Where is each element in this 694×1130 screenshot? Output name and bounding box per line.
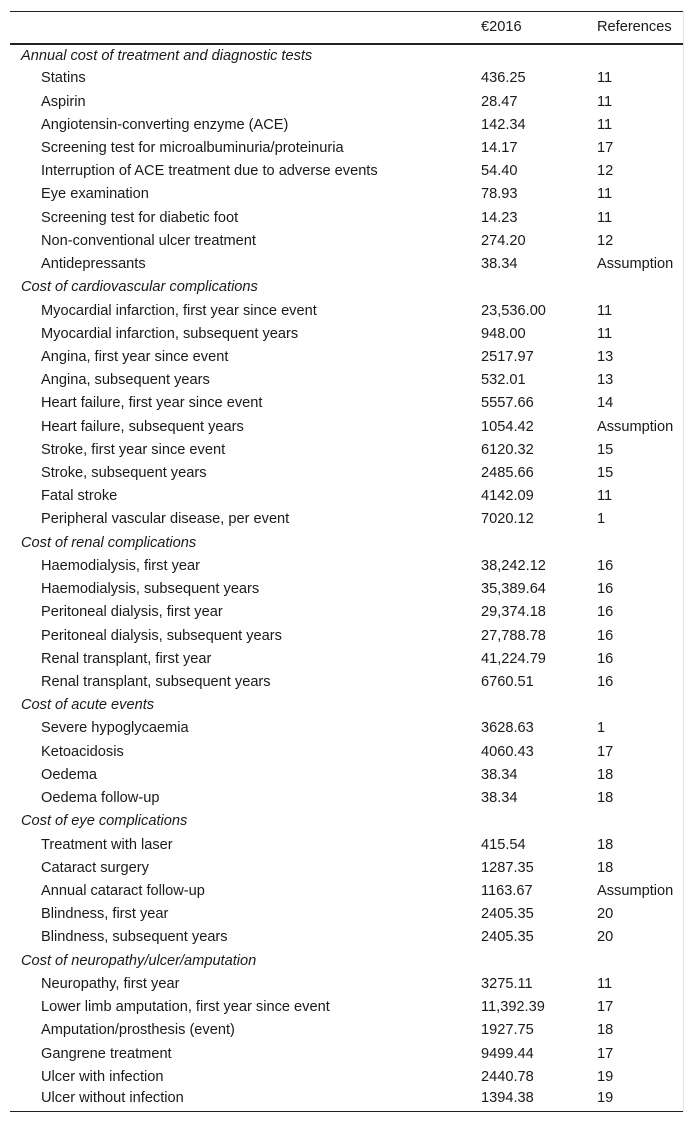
- table-row: [10, 461, 683, 484]
- item-reference: 18: [597, 859, 614, 876]
- table-row: [10, 299, 683, 322]
- table-row: [10, 113, 683, 136]
- item-cost: 948.00: [481, 325, 526, 342]
- item-label: Statins: [41, 70, 86, 87]
- item-label: Amputation/prosthesis (event): [41, 1022, 235, 1039]
- cost-table: [10, 11, 683, 1112]
- section-title: Cost of neuropathy/ulcer/amputation: [21, 952, 257, 969]
- item-cost: 415.54: [481, 836, 526, 853]
- item-label: Myocardial infarction, subsequent years: [41, 325, 299, 342]
- item-label: Angina, first year since event: [41, 348, 229, 365]
- header-references: References: [597, 19, 672, 36]
- table-row: [10, 833, 683, 856]
- item-reference: 20: [597, 906, 614, 923]
- item-reference: 11: [597, 70, 613, 87]
- item-cost: 4060.43: [481, 743, 534, 760]
- item-cost: 23,536.00: [481, 302, 546, 319]
- table-row: [10, 229, 683, 252]
- header-cost: €2016: [481, 19, 522, 36]
- item-label: Peritoneal dialysis, subsequent years: [41, 627, 282, 644]
- table-row: [10, 670, 683, 693]
- table-row: [10, 136, 683, 159]
- table-row: [10, 856, 683, 879]
- item-cost: 2485.66: [481, 465, 534, 482]
- item-label: Fatal stroke: [41, 488, 118, 505]
- item-reference: 17: [597, 743, 614, 760]
- table-row: [10, 1042, 683, 1065]
- cost-table-container: [10, 11, 684, 1112]
- item-reference: 12: [597, 232, 614, 249]
- item-reference: 11: [597, 116, 613, 133]
- item-reference: 19: [597, 1088, 683, 1111]
- item-cost: 29,374.18: [481, 604, 546, 621]
- table-row: [10, 647, 683, 670]
- table-row: [10, 369, 683, 392]
- section-row: [10, 810, 683, 833]
- item-cost: 2440.78: [481, 1068, 534, 1085]
- item-cost: 14.17: [481, 139, 518, 156]
- item-cost: 11,392.39: [481, 999, 545, 1016]
- item-label: Ketoacidosis: [41, 743, 124, 760]
- item-reference: 18: [597, 1022, 614, 1039]
- item-reference: 1: [597, 720, 606, 737]
- section-title: Cost of acute events: [21, 697, 155, 714]
- item-reference: 20: [597, 929, 614, 946]
- item-cost: 38.34: [481, 790, 518, 807]
- section-title: Cost of eye complications: [21, 813, 188, 830]
- item-label: Blindness, subsequent years: [41, 929, 228, 946]
- item-cost: 436.25: [481, 70, 526, 87]
- table-row: [10, 392, 683, 415]
- table-row: [10, 160, 683, 183]
- table-row: [10, 206, 683, 229]
- item-label: Treatment with laser: [41, 836, 173, 853]
- item-label: Heart failure, first year since event: [41, 395, 263, 412]
- table-row: [10, 1088, 683, 1111]
- item-cost: 274.20: [481, 232, 526, 249]
- item-cost: 28.47: [481, 93, 518, 110]
- item-cost: 1394.38: [481, 1088, 597, 1111]
- table-row: [10, 903, 683, 926]
- section-title: Annual cost of treatment and diagnostic tests: [21, 47, 313, 64]
- section-row: [10, 276, 683, 299]
- item-reference: 14: [597, 395, 614, 412]
- item-label: Screening test for diabetic foot: [41, 209, 239, 226]
- header-item: [10, 12, 481, 44]
- table-row: [10, 578, 683, 601]
- table-row: [10, 67, 683, 90]
- item-cost: 78.93: [481, 186, 518, 203]
- item-label: Antidepressants: [41, 256, 146, 273]
- item-reference: 16: [597, 581, 614, 598]
- item-label: Eye examination: [41, 186, 149, 203]
- table-row: [10, 508, 683, 531]
- table-row: [10, 322, 683, 345]
- item-label: Ulcer with infection: [41, 1068, 164, 1085]
- item-label: Cataract surgery: [41, 859, 149, 876]
- item-reference: 15: [597, 465, 614, 482]
- table-row: [10, 995, 683, 1018]
- item-reference: 16: [597, 650, 614, 667]
- table-row: [10, 740, 683, 763]
- section-title: Cost of cardiovascular complications: [21, 279, 258, 296]
- table-row: [10, 624, 683, 647]
- item-cost: 1054.42: [481, 418, 534, 435]
- item-label: Renal transplant, subsequent years: [41, 674, 271, 691]
- item-label: Annual cataract follow-up: [41, 882, 205, 899]
- item-cost: 142.34: [481, 116, 526, 133]
- table-row: [10, 415, 683, 438]
- item-label: Neuropathy, first year: [41, 975, 180, 992]
- section-row: [10, 694, 683, 717]
- item-reference: Assumption: [597, 256, 674, 273]
- table-row: [10, 183, 683, 206]
- item-reference: 13: [597, 372, 614, 389]
- table-row: [10, 554, 683, 577]
- item-label: Oedema follow-up: [41, 790, 160, 807]
- item-cost: 35,389.64: [481, 581, 546, 598]
- section-title: Cost of renal complications: [21, 534, 197, 551]
- item-reference: 16: [597, 557, 614, 574]
- item-label: Oedema: [41, 766, 97, 783]
- item-reference: 19: [597, 1068, 614, 1085]
- item-label: Severe hypoglycaemia: [41, 720, 189, 737]
- item-reference: 18: [597, 790, 614, 807]
- item-cost: 1163.67: [481, 882, 533, 899]
- section-row: [10, 949, 683, 972]
- table-row: [10, 438, 683, 461]
- item-label: Haemodialysis, subsequent years: [41, 581, 260, 598]
- table-row: [10, 763, 683, 786]
- item-label: Aspirin: [41, 93, 86, 110]
- item-cost: 38.34: [481, 256, 518, 273]
- item-cost: 532.01: [481, 372, 526, 389]
- table-row: [10, 90, 683, 113]
- item-label: Interruption of ACE treatment due to adverse events: [41, 163, 378, 180]
- table-row: [10, 972, 683, 995]
- item-reference: 16: [597, 604, 614, 621]
- item-reference: Assumption: [597, 418, 674, 435]
- item-reference: 15: [597, 441, 614, 458]
- item-reference: 16: [597, 674, 614, 691]
- item-cost: 6760.51: [481, 674, 534, 691]
- item-label: Ulcer without infection: [10, 1088, 481, 1111]
- item-reference: 17: [597, 1045, 614, 1062]
- item-cost: 2405.35: [481, 906, 534, 923]
- table-row: [10, 345, 683, 368]
- item-label: Non-conventional ulcer treatment: [41, 232, 256, 249]
- item-cost: 54.40: [481, 163, 518, 180]
- section-row: [10, 44, 683, 67]
- item-label: Gangrene treatment: [41, 1045, 172, 1062]
- item-reference: 13: [597, 348, 614, 365]
- header-row: [10, 12, 683, 44]
- table-row: [10, 1065, 683, 1088]
- item-reference: 11: [597, 488, 613, 505]
- item-label: Haemodialysis, first year: [41, 557, 200, 574]
- item-cost: 41,224.79: [481, 650, 546, 667]
- item-label: Stroke, first year since event: [41, 441, 226, 458]
- item-reference: 11: [597, 325, 613, 342]
- item-label: Lower limb amputation, first year since event: [41, 999, 330, 1016]
- item-reference: 16: [597, 627, 614, 644]
- item-reference: 1: [597, 511, 606, 528]
- item-reference: 11: [597, 186, 613, 203]
- table-row: [10, 717, 683, 740]
- table-row: [10, 601, 683, 624]
- item-cost: 2405.35: [481, 929, 534, 946]
- item-cost: 9499.44: [481, 1045, 534, 1062]
- table-row: [10, 926, 683, 949]
- item-label: Heart failure, subsequent years: [41, 418, 244, 435]
- item-cost: 5557.66: [481, 395, 534, 412]
- item-reference: 11: [597, 975, 613, 992]
- item-reference: 12: [597, 163, 614, 180]
- item-cost: 38,242.12: [481, 557, 546, 574]
- item-cost: 6120.32: [481, 441, 534, 458]
- item-label: Stroke, subsequent years: [41, 465, 207, 482]
- table-row: [10, 485, 683, 508]
- item-reference: 11: [597, 93, 613, 110]
- table-body: [10, 44, 683, 1112]
- item-cost: 27,788.78: [481, 627, 546, 644]
- item-label: Angina, subsequent years: [41, 372, 210, 389]
- item-label: Peripheral vascular disease, per event: [41, 511, 290, 528]
- item-label: Peritoneal dialysis, first year: [41, 604, 223, 621]
- table-row: [10, 252, 683, 275]
- table-row: [10, 1019, 683, 1042]
- item-cost: 38.34: [481, 766, 518, 783]
- table-row: [10, 787, 683, 810]
- item-cost: 7020.12: [481, 511, 534, 528]
- table-row: [10, 879, 683, 902]
- item-label: Renal transplant, first year: [41, 650, 212, 667]
- item-reference: Assumption: [597, 882, 674, 899]
- item-reference: 17: [597, 139, 614, 156]
- item-reference: 11: [597, 302, 613, 319]
- item-cost: 1927.75: [481, 1022, 534, 1039]
- item-cost: 3275.11: [481, 975, 533, 992]
- item-reference: 18: [597, 836, 614, 853]
- item-cost: 1287.35: [481, 859, 534, 876]
- item-cost: 4142.09: [481, 488, 534, 505]
- item-cost: 14.23: [481, 209, 518, 226]
- item-reference: 18: [597, 766, 614, 783]
- item-reference: 11: [597, 209, 613, 226]
- item-reference: 17: [597, 999, 614, 1016]
- item-label: Screening test for microalbuminuria/proteinuria: [41, 139, 344, 156]
- section-row: [10, 531, 683, 554]
- item-cost: 2517.97: [481, 348, 534, 365]
- item-label: Angiotensin-converting enzyme (ACE): [41, 116, 289, 133]
- item-label: Blindness, first year: [41, 906, 169, 923]
- item-cost: 3628.63: [481, 720, 534, 737]
- item-label: Myocardial infarction, first year since event: [41, 302, 317, 319]
